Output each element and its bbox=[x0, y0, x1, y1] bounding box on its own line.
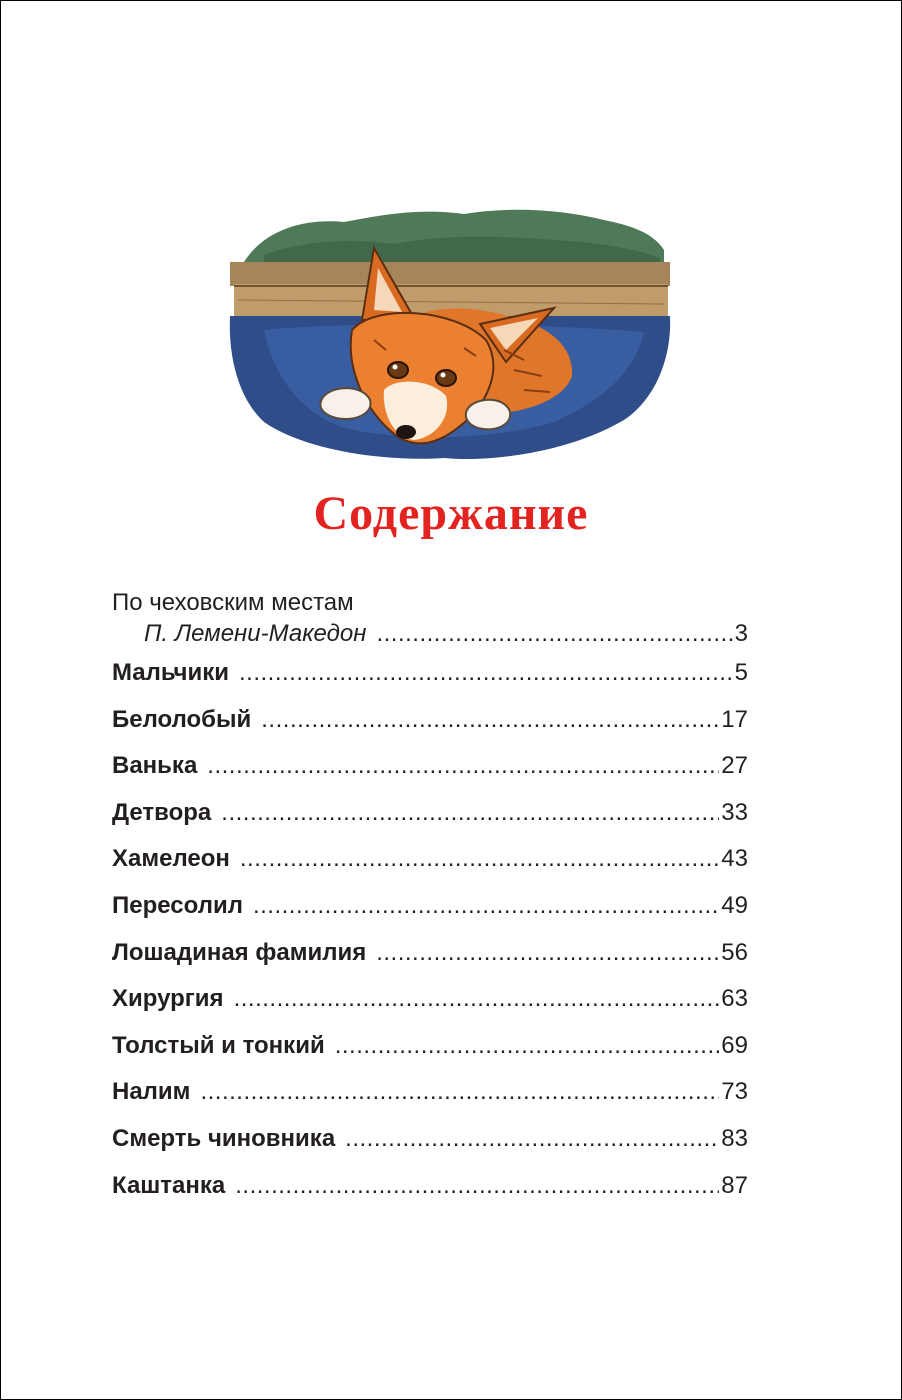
fox-right-eye bbox=[436, 370, 456, 386]
toc-entry-title: Толстый и тонкий bbox=[112, 1031, 325, 1059]
toc-dot-leader bbox=[345, 1116, 719, 1163]
fox-nose bbox=[396, 425, 416, 439]
toc-entry bbox=[112, 650, 748, 697]
fox-left-paw bbox=[320, 388, 370, 419]
toc-entry-title: Мальчики bbox=[112, 659, 229, 686]
toc-entry bbox=[112, 930, 748, 977]
toc-dot-leader bbox=[240, 836, 719, 883]
table-of-contents bbox=[112, 588, 748, 1209]
toc-entry-page: 63 bbox=[721, 985, 748, 1013]
fox-illustration bbox=[224, 200, 676, 470]
toc-entry bbox=[112, 790, 748, 837]
toc-dot-leader bbox=[376, 930, 719, 977]
toc-dot-leader bbox=[221, 790, 719, 837]
toc-dot-leader bbox=[253, 883, 719, 930]
toc-entry bbox=[112, 743, 748, 790]
toc-entry bbox=[112, 883, 748, 930]
toc-entry bbox=[112, 836, 748, 883]
toc-dot-leader bbox=[234, 976, 720, 1023]
toc-dot-leader bbox=[207, 743, 719, 790]
toc-entry bbox=[112, 1069, 748, 1116]
toc-entry-title: Ванька bbox=[112, 752, 198, 780]
toc-entry-page: 69 bbox=[721, 1031, 748, 1059]
toc-intro-page: 3 bbox=[734, 620, 748, 647]
toc-intro-author: П. Лемени-Македон bbox=[144, 620, 367, 647]
fox-right-eye-glint bbox=[441, 373, 446, 378]
toc-entry-page: 73 bbox=[721, 1078, 748, 1106]
toc-intro-row bbox=[112, 618, 748, 650]
toc-dot-leader bbox=[376, 618, 732, 650]
toc-entry-page: 17 bbox=[721, 705, 748, 733]
toc-entry bbox=[112, 1163, 748, 1210]
bench-top-shape bbox=[230, 262, 670, 286]
toc-entry bbox=[112, 1023, 748, 1070]
fox-right-paw bbox=[466, 400, 510, 429]
toc-dot-leader bbox=[235, 1163, 719, 1210]
toc-entry-page: 87 bbox=[721, 1171, 748, 1199]
toc-entry-title: Налим bbox=[112, 1078, 191, 1106]
fox-left-eye-glint bbox=[393, 365, 398, 370]
page-title: Содержание bbox=[313, 487, 589, 540]
toc-entry-title: Смерть чиновника bbox=[112, 1124, 336, 1152]
toc-entry-page: 33 bbox=[721, 798, 748, 826]
fox-left-eye bbox=[388, 362, 408, 378]
toc-entry bbox=[112, 1116, 748, 1163]
toc-dot-leader bbox=[261, 697, 719, 744]
toc-dot-leader bbox=[200, 1069, 719, 1116]
toc-entry bbox=[112, 697, 748, 744]
toc-entry bbox=[112, 976, 748, 1023]
toc-entry-title: Белолобый bbox=[112, 705, 252, 733]
toc-entry-title: Детвора bbox=[112, 798, 212, 826]
toc-intro-title: По чеховским местам bbox=[112, 589, 354, 616]
toc-entry-page: 56 bbox=[721, 938, 748, 966]
toc-entry-title: Лошадиная фамилия bbox=[112, 938, 367, 966]
toc-entry-page: 49 bbox=[721, 891, 748, 919]
toc-entry-title: Пересолил bbox=[112, 891, 243, 919]
toc-entry-page: 43 bbox=[721, 845, 748, 873]
toc-dot-leader bbox=[239, 650, 733, 697]
toc-entry-page: 27 bbox=[721, 752, 748, 780]
toc-entry-title: Каштанка bbox=[112, 1171, 226, 1199]
toc-dot-leader bbox=[335, 1023, 720, 1070]
toc-entry-title: Хамелеон bbox=[112, 845, 230, 873]
toc-entry-title: Хирургия bbox=[112, 985, 224, 1013]
toc-entry-page: 83 bbox=[721, 1124, 748, 1152]
toc-entry-page: 5 bbox=[734, 659, 748, 686]
